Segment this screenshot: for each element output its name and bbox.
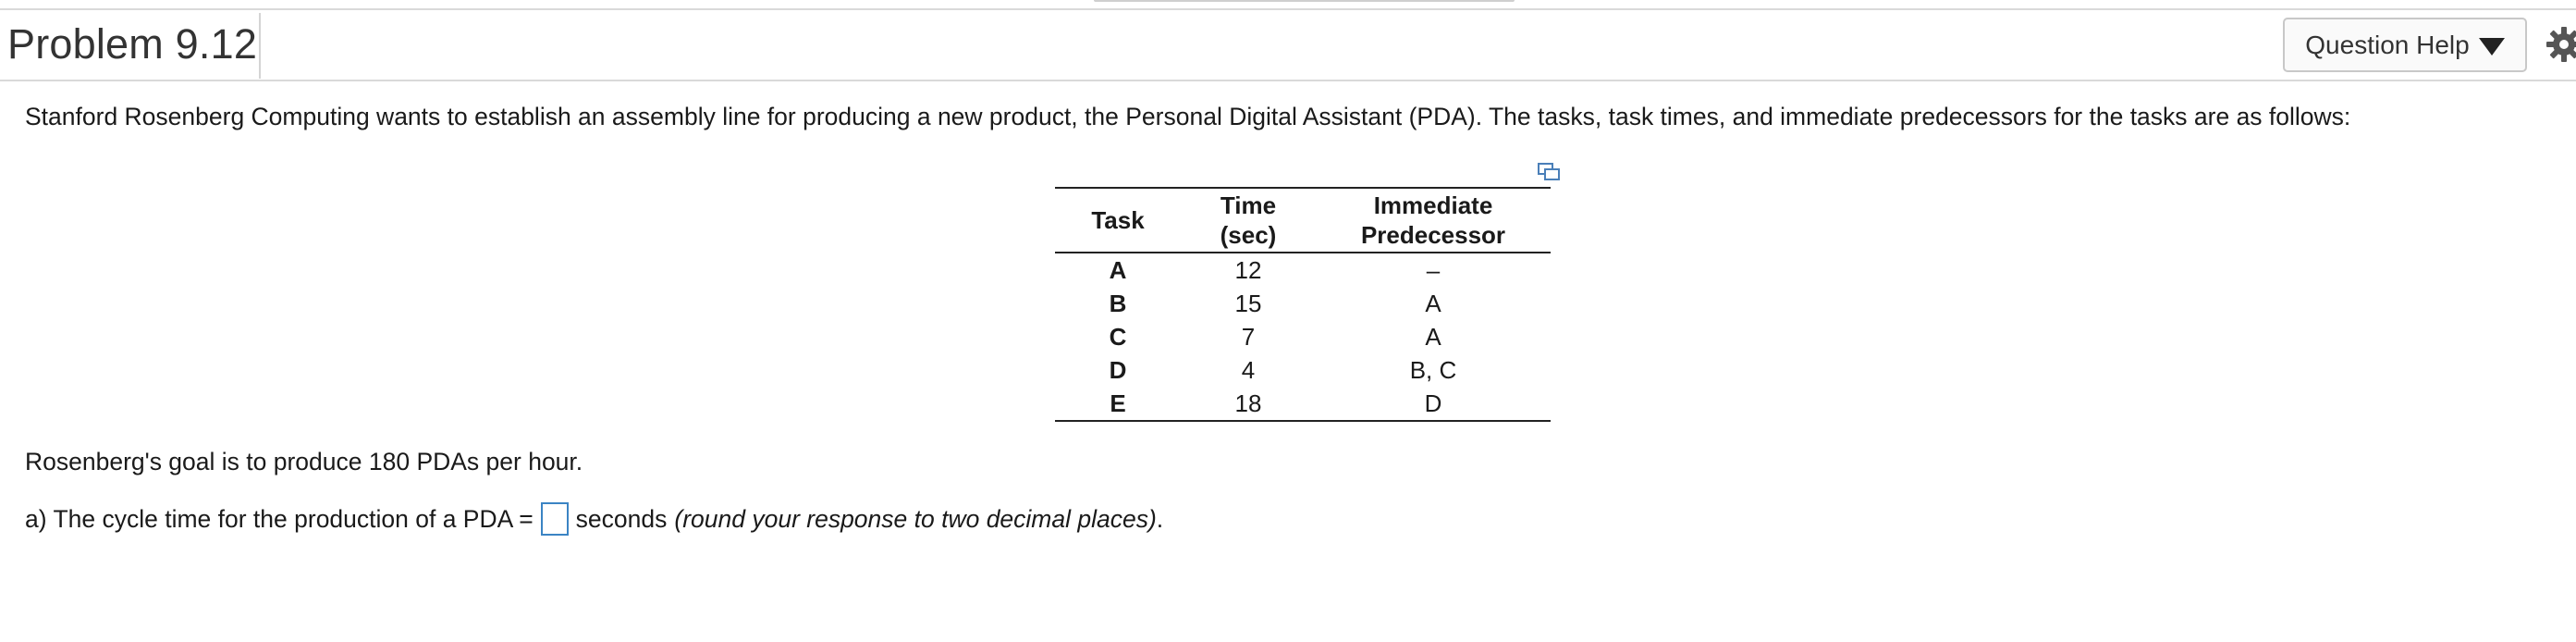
cell-task: A <box>1109 255 1127 284</box>
header-predecessor <box>1316 191 1551 250</box>
cell-time: 12 <box>1234 255 1262 284</box>
cell-predecessor: A <box>1425 322 1441 351</box>
table-row <box>1055 320 1551 353</box>
gear-icon[interactable] <box>2545 26 2576 63</box>
cell-time: 4 <box>1241 355 1256 384</box>
header-task: Task <box>1091 205 1145 234</box>
cell-task: D <box>1109 355 1127 384</box>
header-time <box>1181 191 1316 250</box>
goal-statement: Rosenberg's goal is to produce 180 PDAs per hour. <box>25 448 583 475</box>
problem-statement: Stanford Rosenberg Computing wants to establish an assembly line for producing a new product, the Personal Digital Assistant (PDA). The tasks, task times, and immediate predecessors for the tasks are as follows: <box>25 103 2351 130</box>
cell-time: 7 <box>1241 322 1256 351</box>
cycle-time-answer-input[interactable] <box>541 502 569 536</box>
question-a-prefix: a) The cycle time for the production of a PDA = <box>25 504 534 533</box>
cell-time: 18 <box>1234 389 1262 417</box>
top-tab-indicator <box>1094 0 1515 2</box>
cell-predecessor: – <box>1426 255 1441 284</box>
cell-task: C <box>1109 322 1127 351</box>
question-a <box>25 502 1163 536</box>
top-border <box>0 8 2576 10</box>
header-time-line2: (sec) <box>1220 221 1277 249</box>
copy-table-icon[interactable] <box>1537 162 1561 182</box>
question-help-button[interactable] <box>2283 18 2527 72</box>
cell-predecessor: A <box>1425 289 1441 317</box>
header-pred-line1: Immediate <box>1373 191 1493 219</box>
triangle-down-icon <box>2479 38 2505 56</box>
table-row <box>1055 353 1551 387</box>
page-title: Problem 9.12 <box>7 20 258 68</box>
table-row <box>1055 287 1551 320</box>
question-a-unit: seconds <box>575 504 668 533</box>
header-time-line1: Time <box>1220 191 1277 219</box>
question-a-note: (round your response to two decimal places) <box>674 504 1157 533</box>
cell-time: 15 <box>1234 289 1262 317</box>
question-help-label: Question Help <box>2305 30 2470 59</box>
title-divider <box>259 13 261 79</box>
cell-task: E <box>1110 389 1126 417</box>
header-separator <box>0 80 2576 81</box>
table-row <box>1055 253 1551 287</box>
cell-predecessor: B, C <box>1409 355 1457 384</box>
table-header <box>1055 189 1551 252</box>
cell-predecessor: D <box>1424 389 1442 417</box>
header-pred-line2: Predecessor <box>1360 221 1506 249</box>
table-row <box>1055 387 1551 420</box>
task-table <box>1055 187 1551 422</box>
question-a-suffix: . <box>1156 504 1164 533</box>
table-bottom-rule <box>1055 420 1551 422</box>
cell-task: B <box>1109 289 1127 317</box>
